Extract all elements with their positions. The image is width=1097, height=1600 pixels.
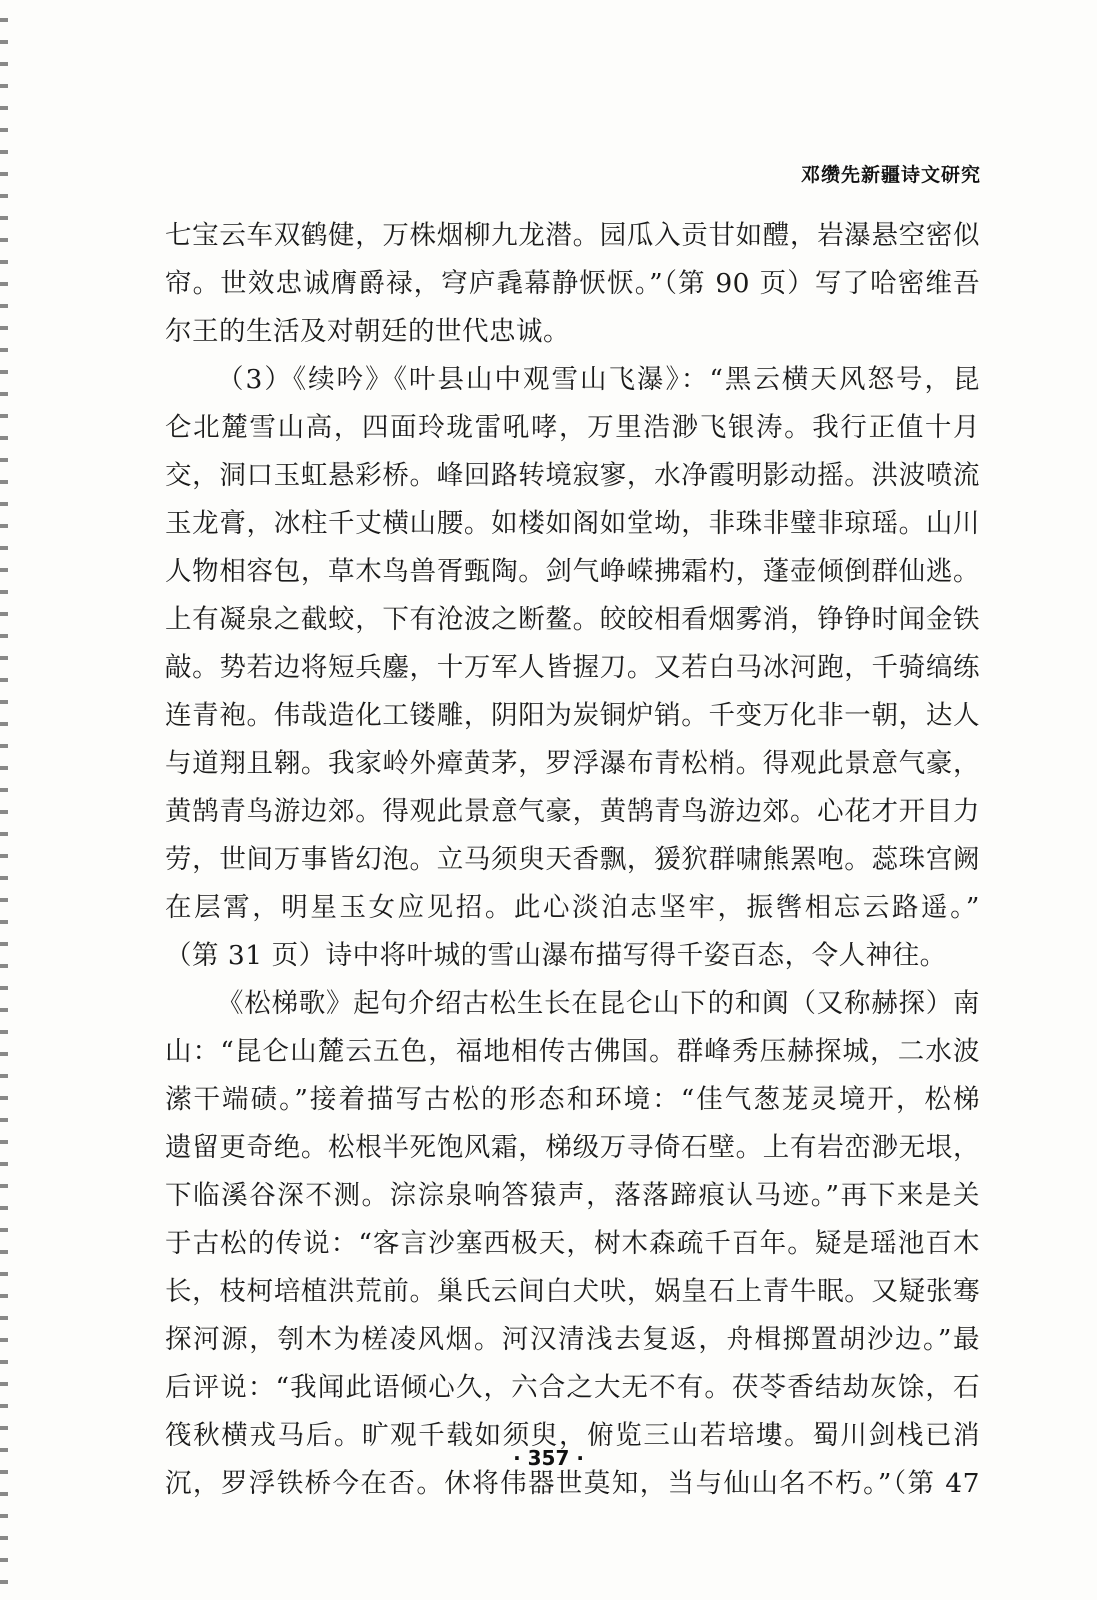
text-line: 于古松的传说：“客言沙塞西极天，树木森疏千百年。疑是瑶池百木 xyxy=(165,1228,980,1259)
text-line: 帘。世效忠诚膺爵禄，穹庐毳幕静恹恹。”（第 90 页）写了哈密维吾 xyxy=(165,268,980,299)
text-line: 交，洞口玉虹悬彩桥。峰回路转境寂寥，水净霞明影动摇。洪波喷流 xyxy=(165,460,980,491)
text-line: 玉龙膏，冰柱千丈横山腰。如楼如阁如堂坳，非珠非璧非琼瑶。山川 xyxy=(165,508,980,539)
text-line: 在层霄，明星玉女应见招。此心淡泊志坚牢，振辔相忘云路遥。” xyxy=(165,892,980,923)
text-line: 长，枝柯培植洪荒前。巢氏云间白犬吠，娲皇石上青牛眠。又疑张骞 xyxy=(165,1276,980,1307)
text-line: 《松梯歌》起句介绍古松生长在昆仑山下的和阗（又称赫探）南 xyxy=(217,988,980,1019)
text-line: 沉，罗浮铁桥今在否。休将伟器世莫知，当与仙山名不朽。”（第 47 xyxy=(165,1468,980,1499)
text-line: 筏秋横戎马后。旷观千载如须臾，俯览三山若培塿。蜀川剑栈已消 xyxy=(165,1420,980,1451)
text-line: 劳，世间万事皆幻泡。立马须臾天香飘，猨狖群啸熊罴咆。蕊珠宫阙 xyxy=(165,844,980,875)
text-line: 上有凝泉之截蛟，下有沧波之断鳌。皎皎相看烟雾消，铮铮时闻金铁 xyxy=(165,604,980,635)
text-line: 下临溪谷深不测。淙淙泉响答猿声，落落蹄痕认马迹。”再下来是关 xyxy=(165,1180,980,1211)
text-line: 山：“昆仑山麓云五色，福地相传古佛国。群峰秀压赫探城，二水波 xyxy=(165,1036,980,1067)
text-line: 后评说：“我闻此语倾心久，六合之大无不有。茯苓香结劫灰馀，石 xyxy=(165,1372,980,1403)
body-text xyxy=(165,212,980,1508)
text-line: 探河源，刳木为槎凌风烟。河汉清浅去复返，舟楫掷置胡沙边。”最 xyxy=(165,1324,980,1355)
text-line: 敲。势若边将短兵鏖，十万军人皆握刀。又若白马冰河跑，千骑缟练 xyxy=(165,652,980,683)
text-line: 七宝云车双鹤健，万株烟柳九龙潜。园瓜入贡甘如醴，岩瀑悬空密似 xyxy=(165,220,980,251)
running-header: 邓缵先新疆诗文研究 xyxy=(800,164,981,186)
text-line: （第 31 页）诗中将叶城的雪山瀑布描写得千姿百态，令人神往。 xyxy=(165,940,947,971)
text-line: 仑北麓雪山高，四面玲珑雷吼哮，万里浩渺飞银涛。我行正值十月 xyxy=(165,412,980,443)
text-line: （3）《续吟》《叶县山中观雪山飞瀑》：“黑云横天风怒号，昆 xyxy=(217,364,980,395)
text-line: 遗留更奇绝。松根半死饱风霜，梯级万寻倚石壁。上有岩峦渺无垠， xyxy=(165,1132,980,1163)
text-line: 连青袍。伟哉造化工镂雕，阴阳为炭铜炉销。千变万化非一朝，达人 xyxy=(165,700,980,731)
text-line: 黄鹄青鸟游边郊。得观此景意气豪，黄鹄青鸟游边郊。心花才开目力 xyxy=(165,796,980,827)
scan-binding-edge xyxy=(0,0,8,1600)
text-line: 与道翔且翱。我家岭外瘴黄茅，罗浮瀑布青松梢。得观此景意气豪， xyxy=(165,748,980,779)
text-line: 尔王的生活及对朝廷的世代忠诚。 xyxy=(165,316,570,347)
text-line: 潆干端碛。”接着描写古松的形态和环境：“佳气葱茏灵境开，松梯 xyxy=(165,1084,980,1115)
text-line: 人物相容包，草木鸟兽胥甄陶。剑气峥嵘拂霜杓，蓬壶倾倒群仙逃。 xyxy=(165,556,980,587)
page-number: · 357 · xyxy=(513,1446,584,1470)
